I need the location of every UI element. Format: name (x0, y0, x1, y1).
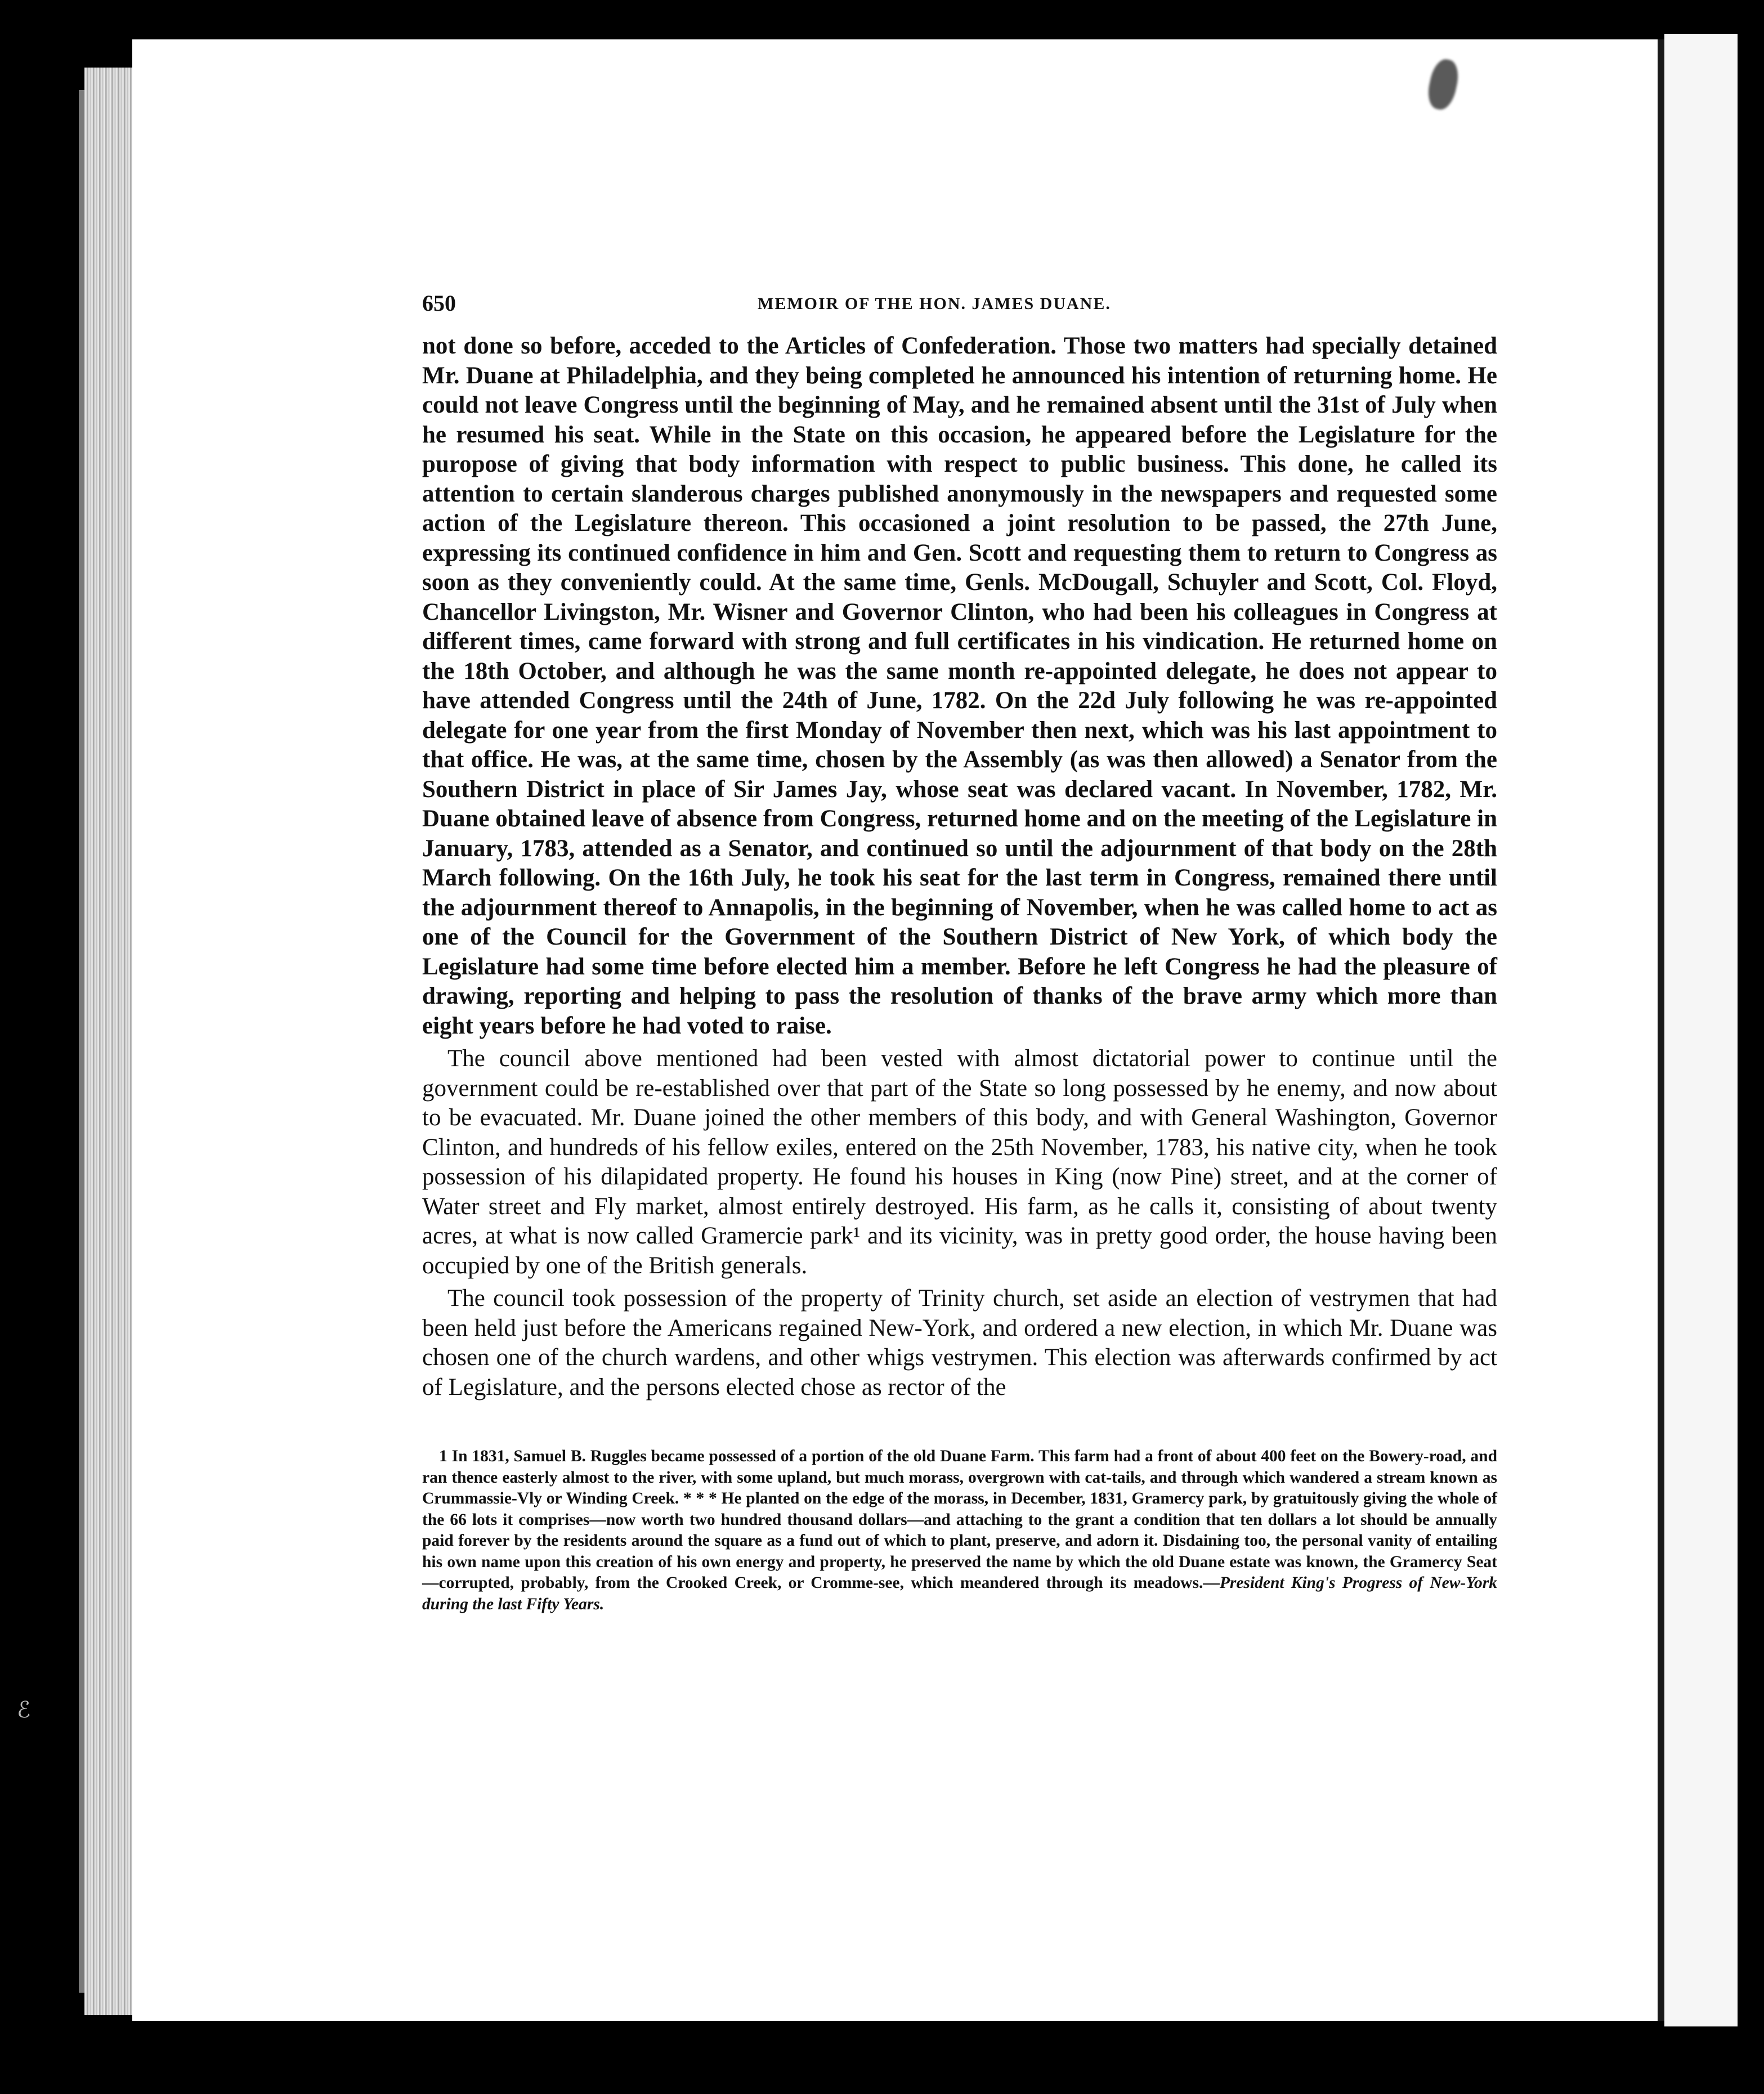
scan-artifact-mark: ℰ (17, 1697, 31, 1723)
facing-page-edge (1664, 34, 1738, 2026)
footnote-source: President King's Progress of New-York during the last Fifty Years. (422, 1574, 1497, 1613)
book-gutter (1658, 39, 1664, 2021)
footnote-text: 1 In 1831, Samuel B. Ruggles became possessed of a portion of the old Duane Farm. This farm had a front of about 400 feet on the Bowery-road, and ran thence easterly almost to the river, with some upland, but much morass, overgrown with cat-tails, and through which wandered a stream known as Crummassie-Vly or Winding Creek. * * * He planted on the edge of the morass, in December, 1831, Gramercy park, by gratuitously giving the whole of the 66 lots it comprises—now worth two hundred thousand dollars—and attaching to the grant a condition that ten dollars a lot should be annually paid forever by the residents around the square as a fund out of which to plant, preserve, and adorn it. Disdaining too, the personal vanity of entailing his own name upon this creation of his own energy and property, he preserved the name by which the old Duane estate was known, the Gramercy Seat—corrupted, probably, from the Crooked Creek, or Cromme-see, which meandered through its meadows.— (422, 1447, 1497, 1592)
footnote-1 (422, 1446, 1497, 1615)
paragraph-2: The council above mentioned had been vested with almost dictatorial power to continue until the government could be re-established over that part of the State so long possessed by he enemy, and now about to be evacuated. Mr. Duane joined the other members of this body, and with General Washington, Governor Clinton, and hundreds of his fellow exiles, entered on the 25th November, 1783, his native city, when he took possession of his dilapidated property. He found his houses in King (now Pine) street, and at the corner of Water street and Fly market, almost entirely destroyed. His farm, as he calls it, consisting of about twenty acres, at what is now called Gramercie park¹ and its vicinity, was in pretty good order, the house having been occupied by one of the British generals. (422, 1045, 1497, 1279)
running-head (422, 290, 1497, 329)
footnotes (422, 1446, 1497, 1615)
paragraph-1: not done so before, acceded to the Articles of Confederation. Those two matters had specially detained Mr. Duane at Philadelphia, and they being completed he announced his intention of returning home. He could not leave Congress until the beginning of May, and he remained absent until the 31st of July when he resumed his seat. While in the State on this occasion, he appeared before the Legislature for the puropose of giving that body information with respect to public business. This done, he called its attention to certain slanderous charges published anonymously in the newspapers and requested some action of the Legislature thereon. This occasioned a joint resolution to be passed, the 27th June, expressing its continued confidence in him and Gen. Scott and requesting them to return to Congress as soon as they conveniently could. At the same time, Genls. McDougall, Schuyler and Scott, Col. Floyd, Chancellor Livingston, Mr. Wisner and Governor Clinton, who had been his colleagues in Congress at different times, came forward with strong and full certificates in his vindication. He returned home on the 18th October, and although he was the same month re-appointed delegate, he does not appear to have attended Congress until the 24th of June, 1782. On the 22d July following he was re-appointed delegate for one year from the first Monday of November then next, which was his last appointment to that office. He was, at the same time, chosen by the Assembly (as was then allowed) a Senator from the Southern District in place of Sir James Jay, whose seat was declared vacant. In November, 1782, Mr. Duane obtained leave of absence from Congress, returned home and on the meeting of the Legislature in January, 1783, attended as a Senator, and continued so until the adjournment of that body on the 28th March following. On the 16th July, he took his seat for the last term in Congress, remained there until the adjournment thereof to Annapolis, in the beginning of November, when he was called home to act as one of the Council for the Government of the Southern District of New York, of which body the Legislature had some time before elected him a member. Before he left Congress he had the pleasure of drawing, reporting and helping to pass the resolution of thanks of the brave army which more than eight years before he had voted to raise. (422, 333, 1497, 1039)
book-page-edges (84, 68, 135, 2015)
page-content (422, 290, 1497, 1615)
page-number: 650 (422, 290, 456, 316)
body-text (422, 332, 1497, 1402)
running-header-title: MEMOIR OF THE HON. JAMES DUANE. (758, 294, 1111, 313)
paragraph-3: The council took possession of the property of Trinity church, set aside an election of vestrymen that had been held just before the Americans regained New-York, and ordered a new election, in which Mr. Duane was chosen one of the church wardens, and other whigs vestrymen. This election was afterwards confirmed by act of Legislature, and the persons elected chose as rector of the (422, 1285, 1497, 1401)
